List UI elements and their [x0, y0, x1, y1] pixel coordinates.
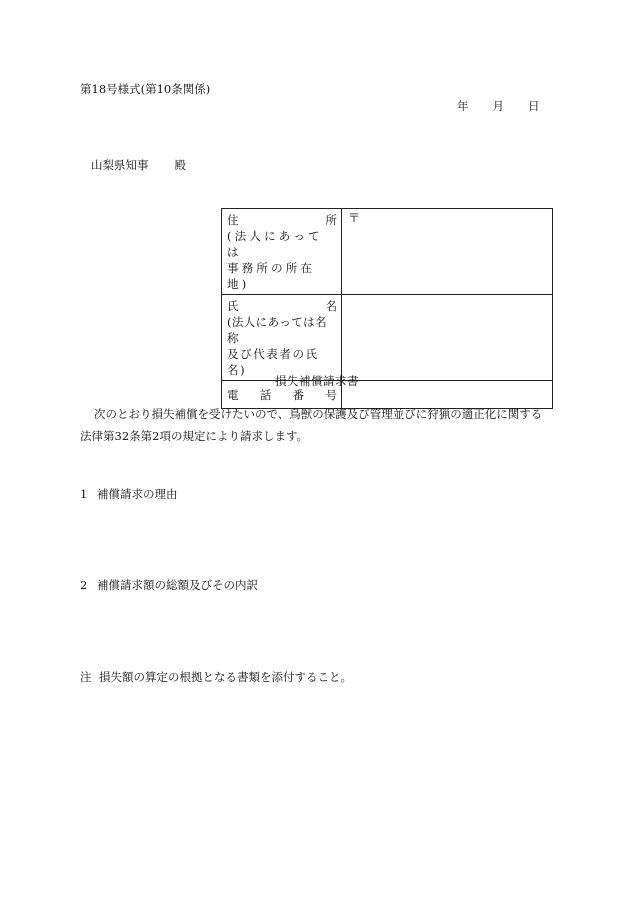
- addressee-name: 山梨県知事: [91, 158, 149, 172]
- name-label-char: 名: [325, 299, 337, 313]
- address-label-char: 住: [227, 213, 239, 227]
- item-text: 補償請求額の総額及びその内訳: [97, 578, 258, 592]
- footnote: [80, 669, 352, 685]
- name-label-cell: [222, 295, 342, 381]
- addressee: [91, 157, 186, 173]
- phone-label-char: 電: [227, 388, 239, 402]
- item-compensation-amount: [80, 577, 258, 593]
- date-year-label: 年: [457, 99, 469, 113]
- body-text-line2: 法律第32条第2項の規定により請求します。: [80, 429, 309, 443]
- date-line: [457, 98, 540, 114]
- item-number: 2: [80, 578, 88, 592]
- address-label-sub1: (法人にあっては: [227, 229, 323, 259]
- phone-label-char: 話: [259, 388, 272, 402]
- addressee-honorific: 殿: [174, 158, 186, 172]
- form-number: 第18号様式(第10条関係): [80, 82, 211, 96]
- phone-row: [222, 381, 553, 409]
- phone-label-char: 番: [292, 388, 305, 402]
- document-title: 損失補償請求書: [275, 374, 359, 388]
- address-row: [222, 209, 553, 295]
- item-number: 1: [80, 487, 88, 501]
- address-label-sub2: 事務所の所在地): [227, 261, 316, 291]
- date-month-label: 月: [492, 99, 504, 113]
- applicant-table: [221, 208, 553, 409]
- address-label: [227, 212, 337, 228]
- name-label-char: 氏: [227, 299, 239, 313]
- item-compensation-reason: [80, 486, 178, 502]
- name-label-sub2: 及び代表者の氏名): [227, 347, 319, 377]
- item-text: 補償請求の理由: [97, 487, 178, 501]
- body-text-line1: 次のとおり損失補償を受けたいので、鳥獣の保護及び管理並びに狩猟の適正化に関する: [94, 407, 543, 421]
- postal-mark: 〒: [348, 211, 361, 225]
- address-value-cell[interactable]: [342, 209, 553, 295]
- note-label: 注: [80, 670, 92, 684]
- address-label-cell: [222, 209, 342, 295]
- name-value-cell[interactable]: [342, 295, 553, 381]
- phone-label-char: 号: [325, 388, 337, 402]
- name-label: [227, 298, 337, 314]
- address-label-char: 所: [325, 213, 337, 227]
- note-text: 損失額の算定の根拠となる書類を添付すること。: [99, 670, 352, 684]
- name-row: [222, 295, 553, 381]
- phone-value-cell[interactable]: [342, 381, 553, 409]
- date-day-label: 日: [528, 99, 540, 113]
- name-label-sub1: (法人にあっては名称: [227, 315, 327, 345]
- phone-label: [227, 387, 337, 403]
